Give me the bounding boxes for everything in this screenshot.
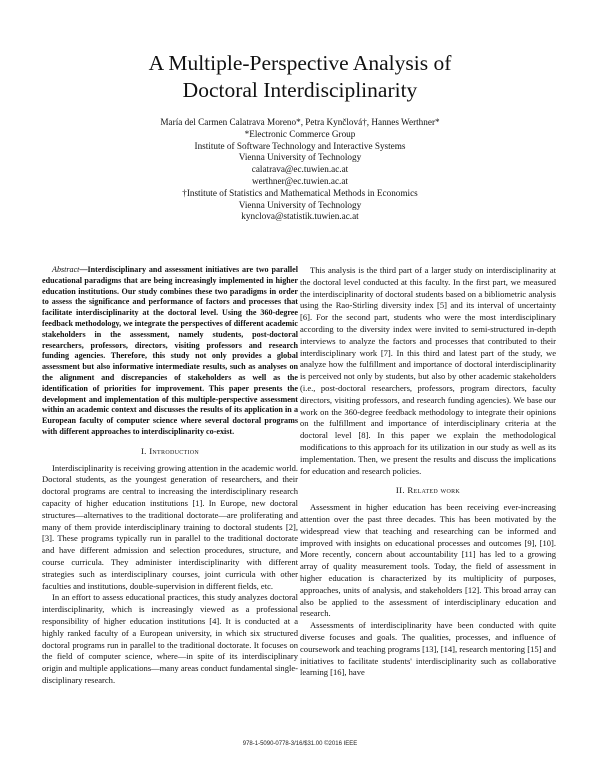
email-line: werthner@ec.tuwien.ac.at (252, 175, 348, 186)
left-column (42, 265, 298, 687)
paper-title (0, 50, 600, 104)
paragraph: In an effort to assess educational practices, this study analyzes doctoral interdisciplinarity, which is increasingly viewed as a professional responsibility of higher education institutions [4]. It is conducted at a highly ranked faculty of a European university, in which six structured doctoral programs run in parallel to the traditional doctorate. It focuses on the field of computer science, where—in spite of its interdisciplinary origin and multiple applications—many areas conduct fundamental single-disciplinary research. (42, 592, 298, 685)
abstract-text: —Interdisciplinary and assessment initiatives are two parallel educational paradigms that are being increasingly implemented in higher education institutions. Our study combines these two paradigms in order to assess the significance and performance of factors and processes that facilitate interdisciplinarity at the doctoral level. Using the 360-degree feedback methodology, we integrate the perspectives of different academic stakeholders in the assessment, namely students, post-doctoral researchers, professors, directors, visiting professors and research funding agencies. Therefore, this study not only provides a global assessment but also informative intermediate results, such as analyses on the alignment and discrepancies of stakeholders as well as the identification of priorities for improvement. This paper presents the development and implementation of this multiple-perspective assessment within an academic context and discusses the results of its application in a European faculty of computer science where several doctoral programs with different approaches to interdisciplinarity co-exist. (42, 265, 298, 436)
section-number: I. (140, 445, 147, 456)
section-heading-related-work (300, 485, 556, 497)
copyright-footer: 978-1-5090-0778-3/16/$31.00 ©2016 IEEE (242, 741, 358, 747)
section-title: Introduction (149, 445, 200, 456)
affiliation-2-line: Vienna University of Technology (238, 199, 362, 210)
affiliation-1-line: Vienna University of Technology (238, 152, 362, 163)
section-title: Related work (407, 485, 461, 496)
title-line-2: Doctoral Interdisciplinarity (182, 78, 418, 102)
right-column (300, 265, 556, 679)
abstract-lead: Abstract (52, 265, 80, 274)
paragraph: Interdisciplinarity is receiving growing attention in the academic world. Doctoral students, as the youngest generation of researchers, and their doctoral programs are central to increasing the interdisciplinary research capacity of higher education institutions [1]. In Europe, new doctoral structures—alternatives to the traditional doctorate—are proliferating and many of them provide interdisciplinary training to doctoral students [2], [3]. These programs typically run in parallel to the traditional doctorate and have different admission and selection procedures, structure, and course curricula. They administer interdisciplinarity with different strategies such as interdisciplinary courses, joint curricula with other faculties and institutions, double-supervision in different fields, etc. (42, 462, 298, 591)
paragraph: Assessments of interdisciplinarity have been conducted with quite diverse focuses and goals. The qualities, processes, and influence of coursework and teaching programs [13], [14], research mentoring [15] and initiatives to facilitate students' interdisciplinarity such as collaborative learning [16], have (300, 620, 556, 678)
email-line: kynclova@statistik.tuwien.ac.at (241, 211, 359, 222)
author-block (0, 117, 600, 223)
email-line: calatrava@ec.tuwien.ac.at (251, 164, 349, 175)
paragraph: Assessment in higher education has been receiving ever-increasing attention over the past three decades. This has been motivated by the widespread view that teaching and researching can be informed and improved with insights on educational processes and outcomes [9], [10]. More recently, concern about accountability [11] has led to a growing array of quality measurement tools. Today, the field of assessment in higher education is characterized by its multiplicity of purposes, approaches, units of analysis, and stakeholders [12]. This broad array can also be applied to the assessment of interdisciplinary education and research. (300, 502, 556, 619)
paragraph: This analysis is the third part of a larger study on interdisciplinarity at the doctoral level conducted at this faculty. In the first part, we measured the interdisciplinarity of doctoral students based on a bibliometric analysis using the Rao-Stirling diversity index [5] and its interval of uncertainty [6]. For the second part, students who were the most interdisciplinary according to the diversity index were invited to semi-structured in-depth interviews to analyze the factors and processes that contributed to their interdisciplinary work [7]. In this third and latest part of the study, we analyze how the fulfillment and importance of doctoral interdisciplinarity is perceived not only by students, but also by other academic stakeholders (i.e., post-doctoral researchers, professors, program directors, faculty directors, visiting professors, and research funding agencies). We base our work on the 360-degree feedback methodology to integrate their opinions on the fulfillment and importance of interdisciplinary criteria at the doctoral level [8]. In this paper we explain the methodological modifications to this approach for its utilization in our study as well as its implementation. Then, we present the results and discuss the implications for education and research policies. (300, 265, 556, 476)
section-heading-introduction (42, 446, 298, 458)
title-line-1: A Multiple-Perspective Analysis of (148, 51, 452, 75)
affiliation-1-line: Institute of Software Technology and Interactive Systems (194, 140, 406, 151)
affiliation-2-line: †Institute of Statistics and Mathematical Methods in Economics (182, 187, 418, 198)
abstract (42, 265, 298, 438)
affiliation-1-line: *Electronic Commerce Group (244, 128, 356, 139)
section-number: II. (395, 485, 405, 496)
author-names: María del Carmen Calatrava Moreno*, Petra Kynčlová†, Hannes Werthner* (160, 117, 440, 127)
